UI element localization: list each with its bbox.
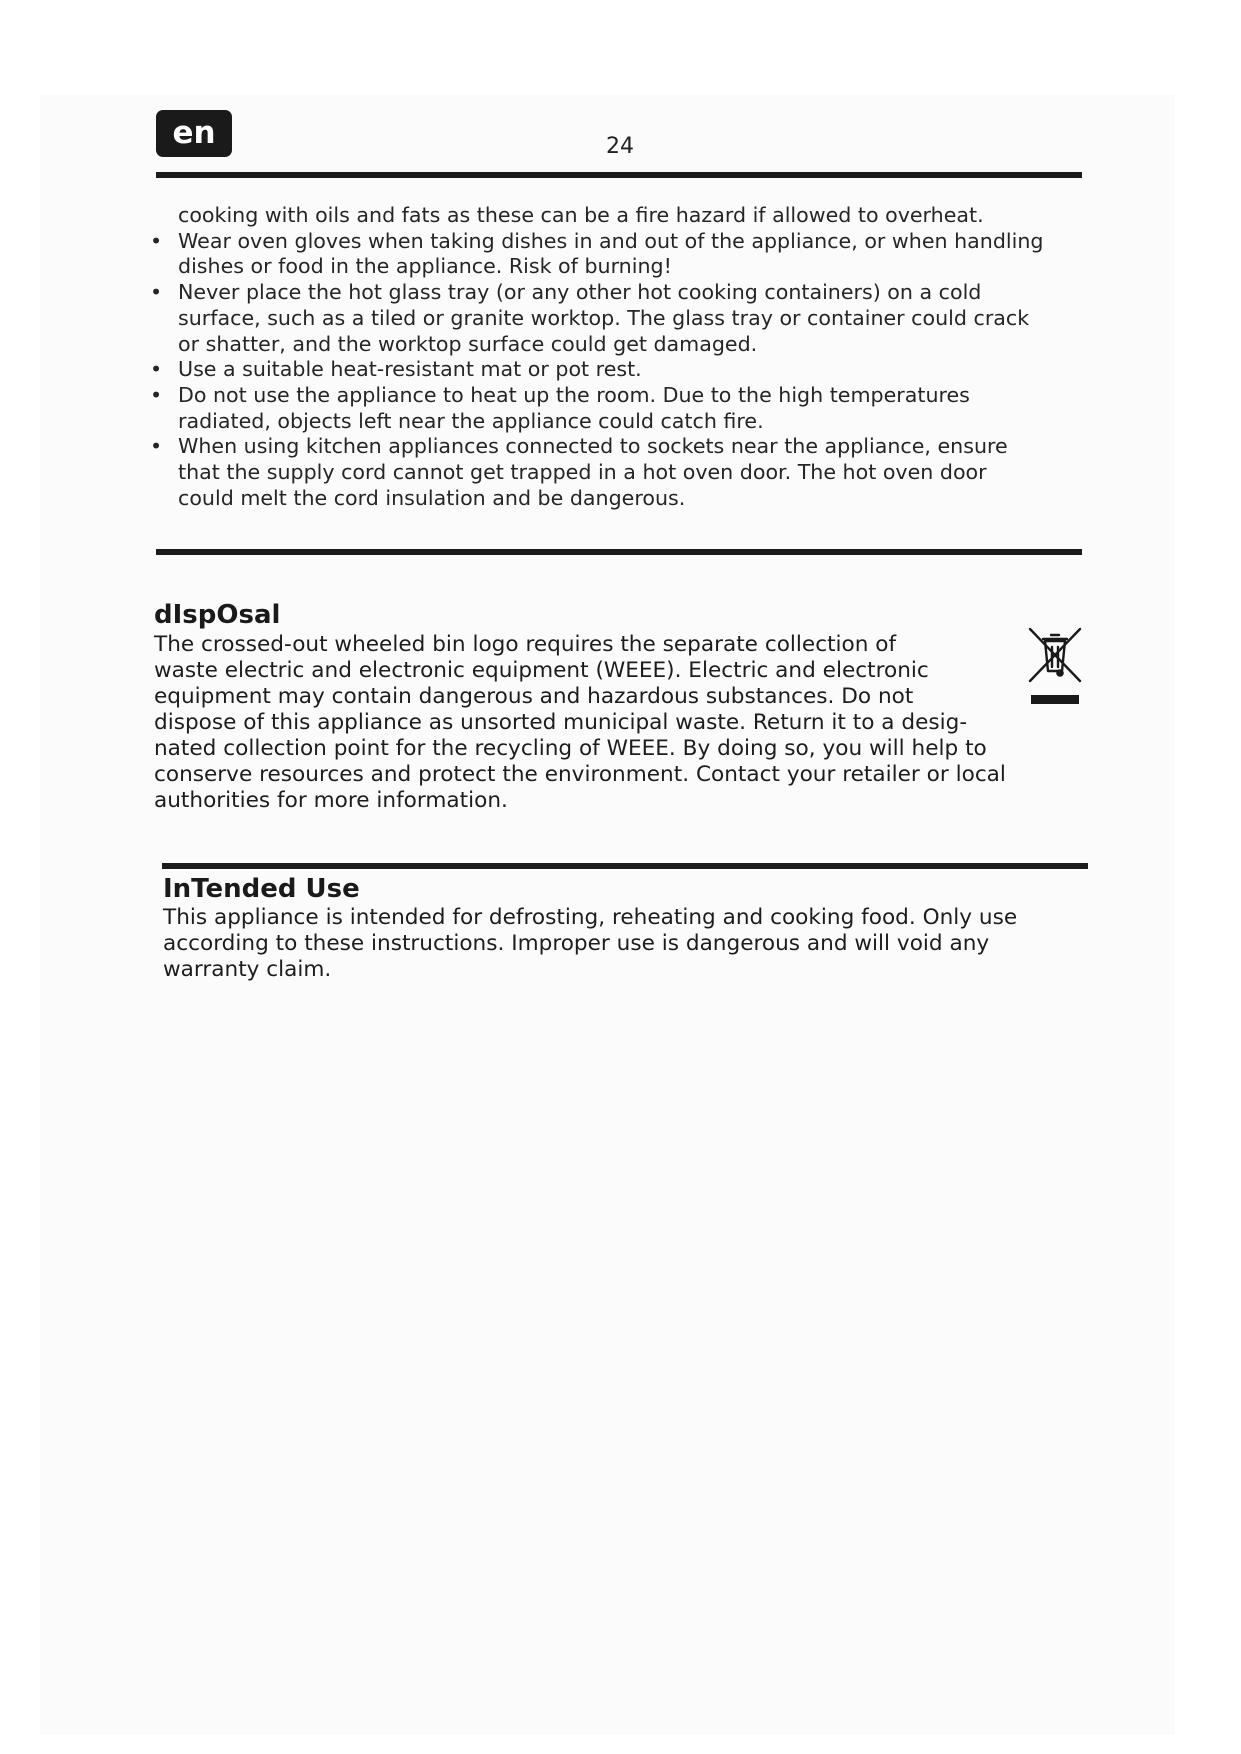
paragraph-line: This appliance is intended for defrosting, reheating and cooking food. Only use (163, 905, 1018, 930)
paragraph-line: nated collection point for the recycling of WEEE. By doing so, you will help to (154, 736, 987, 761)
list-line: surface, such as a tiled or granite worktop. The glass tray or container could crack (178, 305, 1030, 330)
page-number: 24 (606, 134, 634, 159)
list-line: • Use a suitable heat-resistant mat or pot rest. (178, 357, 642, 382)
list-line: or shatter, and the worktop surface could get damaged. (178, 331, 758, 356)
divider-top (156, 172, 1082, 178)
paragraph-line: authorities for more information. (154, 788, 508, 813)
paragraph-line: equipment may contain dangerous and hazardous substances. Do not (154, 684, 914, 709)
paragraph-line: conserve resources and protect the environment. Contact your retailer or local (154, 762, 1006, 787)
list-item (178, 434, 1128, 511)
list-line: • Wear oven gloves when taking dishes in and out of the appliance, or when handling (178, 228, 1044, 253)
language-badge: en (156, 110, 232, 157)
list-line: could melt the cord insulation and be dangerous. (178, 485, 686, 510)
list-item (178, 203, 1128, 229)
crossed-out-wheeled-bin-icon (1026, 625, 1084, 707)
paragraph-line: The crossed-out wheeled bin logo requires the separate collection of (154, 632, 897, 657)
paragraph-line: warranty claim. (163, 957, 332, 982)
list-line: • Never place the hot glass tray (or any other hot cooking containers) on a cold (178, 280, 982, 305)
list-line: dishes or food in the appliance. Risk of burning! (178, 254, 672, 279)
list-item (178, 357, 1128, 383)
disposal-heading: dIspOsal (154, 600, 281, 630)
intended-use-paragraph (163, 905, 1017, 983)
safety-instructions-list (178, 203, 1128, 511)
list-line: cooking with oils and fats as these can be a fire hazard if allowed to overheat. (178, 203, 984, 227)
list-item (178, 229, 1128, 280)
list-line: • When using kitchen appliances connected to sockets near the appliance, ensure (178, 434, 1008, 459)
list-line: that the supply cord cannot get trapped in a hot oven door. The hot oven door (178, 460, 987, 485)
list-line: radiated, objects left near the appliance could catch fire. (178, 408, 764, 433)
paragraph-line: according to these instructions. Improper use is dangerous and will void any (163, 931, 990, 956)
list-line: • Do not use the appliance to heat up the room. Due to the high temperatures (178, 382, 970, 407)
divider-bottom (162, 863, 1088, 869)
list-item (178, 280, 1128, 357)
divider-middle (156, 549, 1082, 555)
intended-use-heading: InTended Use (163, 874, 360, 904)
list-item (178, 383, 1128, 434)
paragraph-line: waste electric and electronic equipment (WEEE). Electric and electronic (154, 658, 929, 683)
disposal-paragraph (154, 632, 1006, 814)
paragraph-line: dispose of this appliance as unsorted municipal waste. Return it to a desig- (154, 710, 968, 735)
